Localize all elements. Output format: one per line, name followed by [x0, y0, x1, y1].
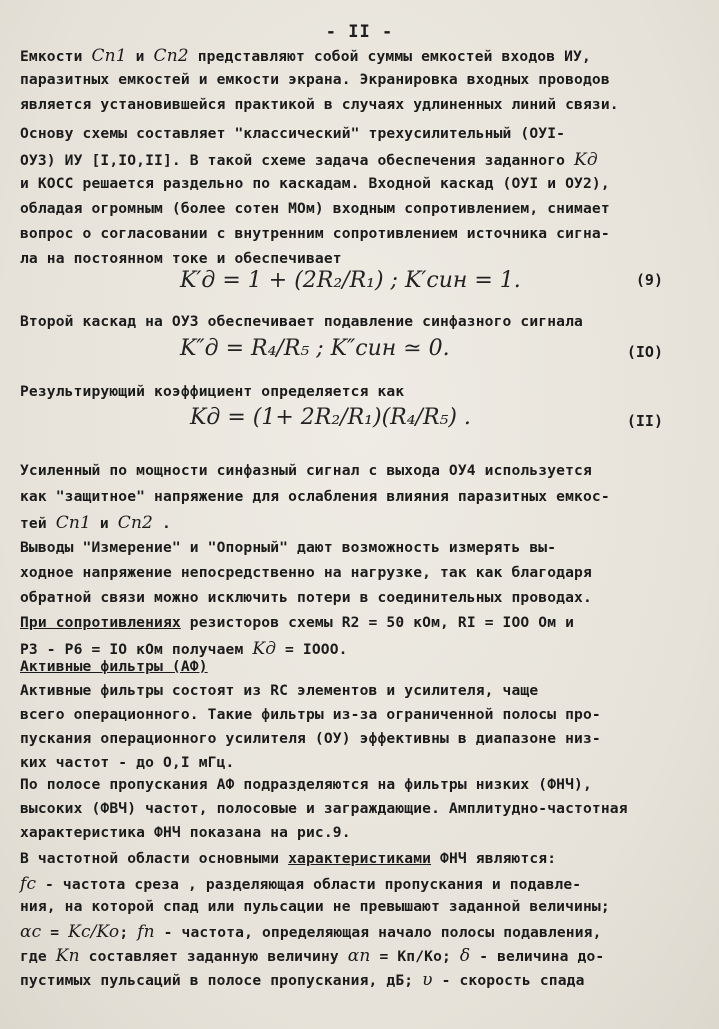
text-run: паразитных емкостей и емкости экрана. Экранировка входных проводов [20, 71, 610, 88]
text-line [20, 754, 234, 771]
text-run: Активные фильтры (АФ) [20, 658, 208, 675]
text-line [20, 539, 556, 556]
text-line [20, 150, 598, 170]
handwritten-symbol: Kд [252, 639, 277, 659]
text-run: - величина до- [470, 948, 605, 965]
text-line [20, 250, 342, 267]
text-line [20, 898, 610, 915]
text-run: является установившейся практикой в случаях удлиненных линий связи. [20, 96, 619, 113]
text-run: и [90, 515, 118, 532]
handwritten-symbol: fc [20, 874, 37, 894]
handwritten-symbol: δ [459, 946, 471, 966]
text-run: ла на постоянном токе и обеспечивает [20, 250, 342, 267]
text-line [20, 824, 351, 841]
text-run: = [41, 924, 69, 941]
text-run: Второй каскад на ОУЗ обеспечивает подавление синфазного сигнала [20, 313, 583, 330]
handwritten-symbol: Сп2 [117, 513, 154, 533]
text-line [20, 776, 592, 793]
text-line [20, 730, 601, 747]
handwritten-symbol: Kc/Ko [68, 922, 120, 942]
equation-number: (9) [635, 271, 663, 289]
handwritten-symbol: Сп1 [91, 46, 127, 66]
page-number: - II - [325, 22, 394, 42]
text-run: представляют собой суммы емкостей входов ИУ, [188, 48, 591, 65]
text-run: вопрос о согласовании с внутренним сопротивлением источника сигна- [20, 225, 610, 242]
text-run: = Kп/Ko; [370, 948, 460, 965]
text-run: ; [119, 924, 138, 941]
text-run: ния, на которой спад или пульсации не превышают заданной величины; [20, 898, 610, 915]
text-line [20, 589, 592, 606]
equation-number: (IO) [626, 343, 663, 361]
text-run: и КОСС решается раздельно по каскадам. Входной каскад (ОУI и ОУ2), [20, 175, 610, 192]
handwritten-symbol: Сп1 [55, 513, 91, 533]
handwritten-symbol: Kп [55, 946, 80, 966]
formula: Kд = (1+ 2R₂/R₁)(R₄/R₅) . [190, 405, 471, 430]
text-line [20, 874, 581, 894]
text-run: - частота, определяющая начало полосы подавления, [154, 924, 602, 941]
text-run: ходное напряжение непосредственно на нагрузке, так как благодаря [20, 564, 592, 581]
equation-number: (II) [626, 412, 663, 430]
text-line [20, 383, 404, 400]
handwritten-symbol: fп [137, 922, 155, 942]
text-run: ких частот - до O,I мГц. [20, 754, 235, 771]
text-run: и [126, 48, 154, 65]
text-line [20, 96, 619, 113]
text-line [20, 71, 610, 88]
text-run: - скорость спада [432, 972, 585, 989]
text-line [20, 313, 583, 330]
text-line [20, 850, 556, 867]
text-line [20, 682, 538, 699]
text-line [20, 46, 591, 66]
text-run: Выводы "Измерение" и "Опорный" дают возможность измерять вы- [20, 539, 557, 556]
text-line [20, 800, 628, 817]
text-run: Р3 - Р6 = IO кОм получаем [20, 641, 253, 658]
text-run: где [20, 948, 56, 965]
text-run: ФНЧ являются: [431, 850, 557, 867]
text-line [20, 125, 565, 142]
text-run: обратной связи можно исключить потери в соединительных проводах. [20, 589, 592, 606]
text-line [20, 488, 610, 505]
handwritten-symbol: Kд [574, 150, 598, 170]
text-line [20, 706, 601, 723]
text-run: пускания операционного усилителя (ОУ) эффективны в диапазоне низ- [20, 730, 601, 747]
text-run: характеристика ФНЧ показана на рис.9. [20, 824, 351, 841]
text-run: Усиленный по мощности синфазный сигнал с выхода ОУ4 используется [20, 462, 592, 479]
text-run: = IOOO. [276, 641, 348, 658]
text-run: тей [20, 515, 56, 532]
text-line [20, 462, 592, 479]
text-line [20, 658, 208, 675]
text-run: Емкости [20, 48, 92, 65]
text-line [20, 614, 574, 631]
text-line [20, 564, 592, 581]
handwritten-symbol: αc [20, 922, 42, 942]
text-run: Основу схемы составляет "классический" трехусилительный (ОУI- [20, 125, 566, 142]
text-run: характеристиками [288, 850, 432, 867]
text-run: пустимых пульсаций в полосе пропускания, дБ; [20, 972, 423, 989]
text-line [20, 946, 604, 966]
text-run: При сопротивлениях [20, 614, 181, 631]
text-run: резисторов схемы R2 = 50 кОм, RI = IOO Ом и [180, 614, 575, 631]
handwritten-symbol: αп [347, 946, 371, 966]
text-run: В частотной области основными [20, 850, 289, 867]
formula: K″д = R₄/R₅ ; K″син ≃ 0. [180, 336, 450, 361]
handwritten-symbol: Сп2 [153, 46, 189, 66]
text-run: Активные фильтры состоят из RC элементов и усилителя, чаще [20, 682, 539, 699]
text-run: как "защитное" напряжение для ослабления влияния паразитных емкос- [20, 488, 610, 505]
text-run: . [153, 515, 171, 532]
text-run: ОУЗ) ИУ [I,IO,II]. В такой схеме задача обеспечения заданного [20, 152, 575, 169]
text-line [20, 513, 171, 533]
handwritten-symbol: υ [422, 970, 433, 990]
text-run: составляет заданную величину [79, 948, 348, 965]
text-run: Результирующий коэффициент определяется как [20, 383, 405, 400]
text-line [20, 639, 348, 659]
text-line [20, 200, 610, 217]
text-line [20, 922, 602, 942]
text-line [20, 175, 610, 192]
text-run: обладая огромным (более сотен МОм) входным сопротивлением, снимает [20, 200, 610, 217]
text-line [20, 225, 610, 242]
text-run: всего операционного. Такие фильтры из-за ограниченной полосы про- [20, 706, 601, 723]
formula: K′д = 1 + (2R₂/R₁) ; K′син = 1. [180, 268, 521, 293]
text-run: По полосе пропускания АФ подразделяются на фильтры низких (ФНЧ), [20, 776, 592, 793]
text-run: высоких (ФВЧ) частот, полосовые и заграждающие. Амплитудно-частотная [20, 800, 628, 817]
text-line [20, 970, 585, 990]
text-run: - частота среза , разделяющая области пропускания и подавле- [36, 876, 582, 893]
